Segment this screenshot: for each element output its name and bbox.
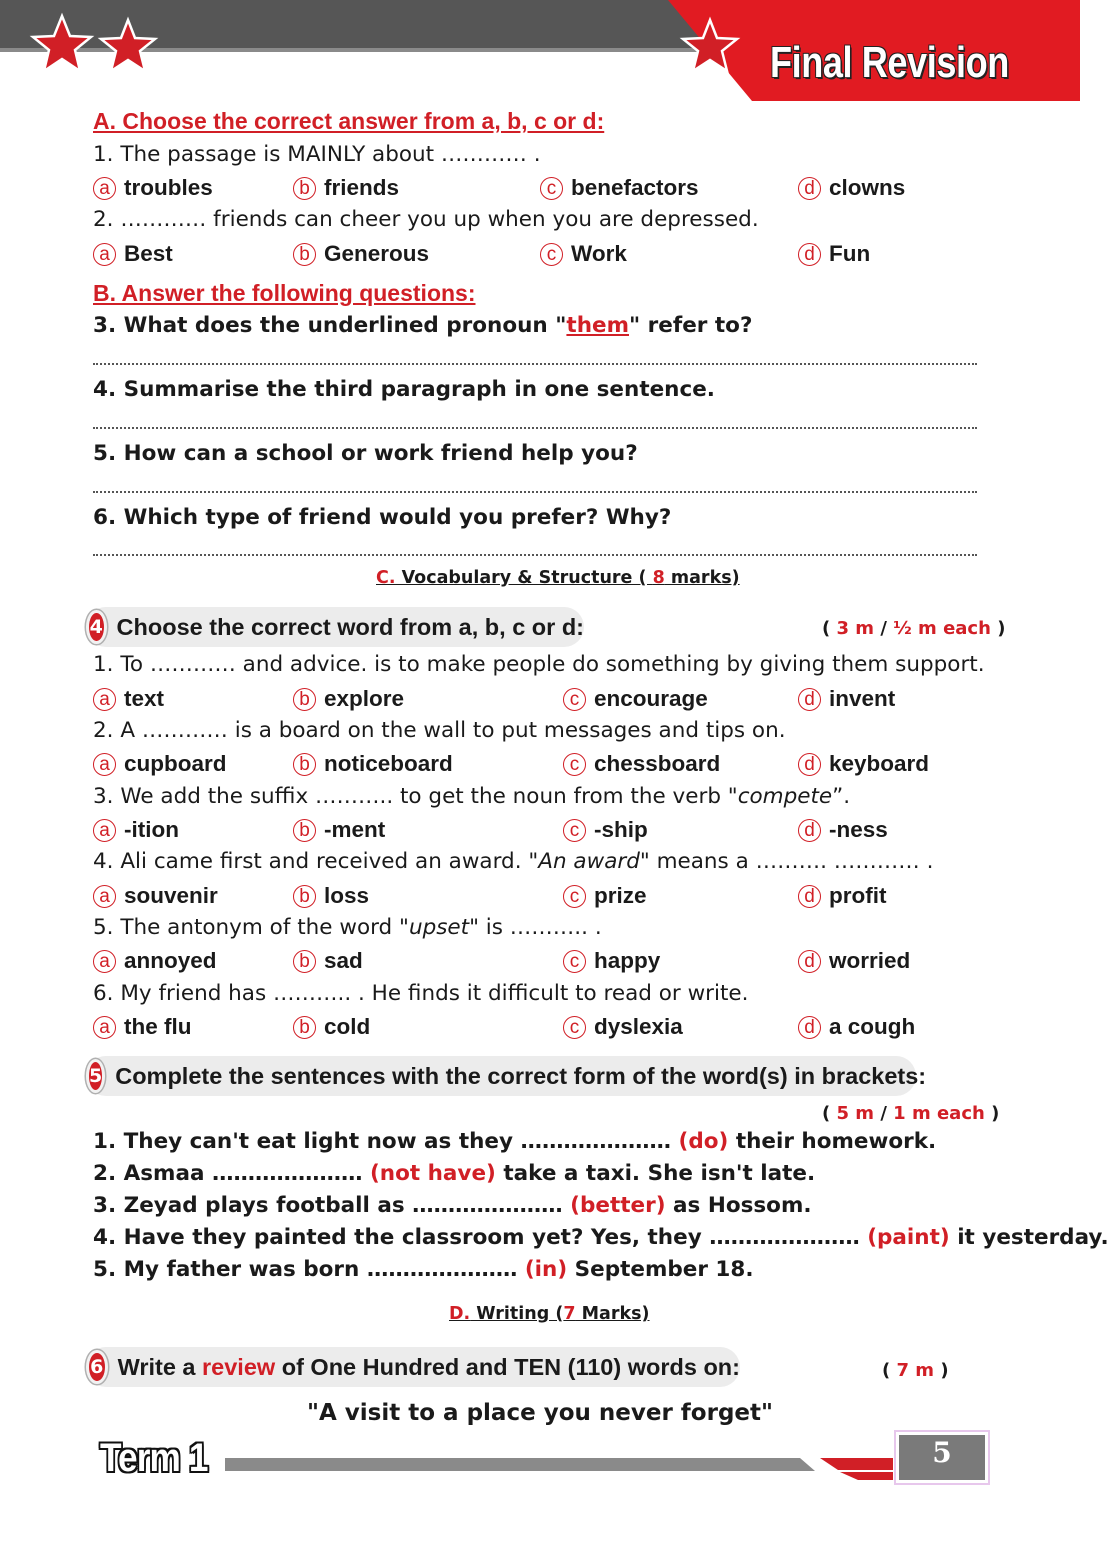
option-c2-a: a cupboard [93,751,227,777]
answer-line-3[interactable] [93,363,977,365]
page-header-title: Final Revision [770,38,1009,87]
option-c4-b: b loss [293,883,369,909]
answer-line-5[interactable] [93,491,977,493]
option-c6-d: d a cough [798,1014,915,1040]
sentence-5-5: 5. My father was born ………………… (in) September 18. [93,1257,754,1282]
question-c5: 5. The antonym of the word "upset" is ……….. . [93,915,602,940]
underlined-pronoun: them [566,313,629,338]
question-c6: 6. My friend has ……….. . He finds it difficult to read or write. [93,981,749,1006]
option-c4-a: a souvenir [93,883,218,909]
page-number: 5 [932,1436,952,1469]
question-c2: 2. A ………… is a board on the wall to put messages and tips on. [93,718,786,743]
question-b3: 3. What does the underlined pronoun "them" refer to? [93,313,753,338]
option-c1-b: b explore [293,686,404,712]
question-b4: 4. Summarise the third paragraph in one sentence. [93,377,715,402]
question-b5: 5. How can a school or work friend help you? [93,441,638,466]
task-6-heading: 6 Write a review of One Hundred and TEN (110) words on: [86,1347,740,1387]
section-c-heading: C. Vocabulary & Structure ( 8 marks) [376,568,740,588]
option-c5-c: c happy [563,948,660,974]
task-number-badge: 6 [86,1350,108,1384]
sentence-5-3: 3. Zeyad plays football as ………………… (better) as Hossom. [93,1193,812,1218]
option-c4-d: d profit [798,883,886,909]
section-a-heading: A. Choose the correct answer from a, b, c or d: [93,108,605,134]
task-number-badge: 4 [86,610,107,644]
option-c5-d: d worried [798,948,910,974]
option-a2-c: c Work [540,241,627,267]
option-a1-a: a troubles [93,175,213,201]
option-c5-a: a annoyed [93,948,217,974]
question-a1: 1. The passage is MAINLY about ………… . [93,142,541,167]
option-c3-b: b -ment [293,817,385,843]
answer-line-6[interactable] [93,554,977,556]
task-6-marks: ( 7 m ) [882,1360,949,1381]
option-c2-d: d keyboard [798,751,929,777]
option-c3-c: c -ship [563,817,648,843]
question-c4: 4. Ali came first and received an award. "An award" means a ………. ………… . [93,849,934,874]
task-number-badge: 5 [86,1059,105,1093]
option-c3-d: d -ness [798,817,888,843]
question-b6: 6. Which type of friend would you prefer? Why? [93,505,672,530]
option-c3-a: a -ition [93,817,179,843]
task-5-heading: 5 Complete the sentences with the correct form of the word(s) in brackets: [86,1056,916,1096]
section-b-heading: B. Answer the following questions: [93,280,476,306]
task-5-marks: ( 5 m / 1 m each ) [822,1103,1000,1124]
option-c2-b: b noticeboard [293,751,453,777]
question-c3: 3. We add the suffix ……….. to get the noun from the verb "compete”. [93,784,851,809]
question-a2: 2. ………… friends can cheer you up when you are depressed. [93,207,759,232]
option-a2-b: b Generous [293,241,429,267]
option-c1-a: a text [93,686,164,712]
footer-term-label: Term 1 [100,1436,208,1480]
question-c1: 1. To ………… and advice. is to make people do something by giving them support. [93,652,985,677]
sentence-5-2: 2. Asmaa ………………… (not have) take a taxi. She isn't late. [93,1161,816,1186]
sentence-5-1: 1. They can't eat light now as they ………………… (do) their homework. [93,1129,937,1154]
option-a2-a: a Best [93,241,173,267]
option-a1-d: d clowns [798,175,905,201]
option-c1-d: d invent [798,686,895,712]
option-a2-d: d Fun [798,241,870,267]
writing-topic: "A visit to a place you never forget" [307,1400,773,1426]
option-a1-b: b friends [293,175,399,201]
option-c2-c: c chessboard [563,751,720,777]
section-d-heading: D. Writing (7 Marks) [449,1304,650,1324]
task-4-marks: ( 3 m / ½ m each ) [822,618,1006,639]
task-4-heading: 4 Choose the correct word from a, b, c or d: [86,607,584,647]
option-a1-c: c benefactors [540,175,699,201]
option-c6-a: a the flu [93,1014,192,1040]
option-c6-b: b cold [293,1014,370,1040]
sentence-5-4: 4. Have they painted the classroom yet? Yes, they ………………… (paint) it yesterday. [93,1225,1109,1250]
option-c5-b: b sad [293,948,363,974]
option-c4-c: c prize [563,883,647,909]
answer-line-4[interactable] [93,427,977,429]
option-c6-c: c dyslexia [563,1014,683,1040]
option-c1-c: c encourage [563,686,708,712]
